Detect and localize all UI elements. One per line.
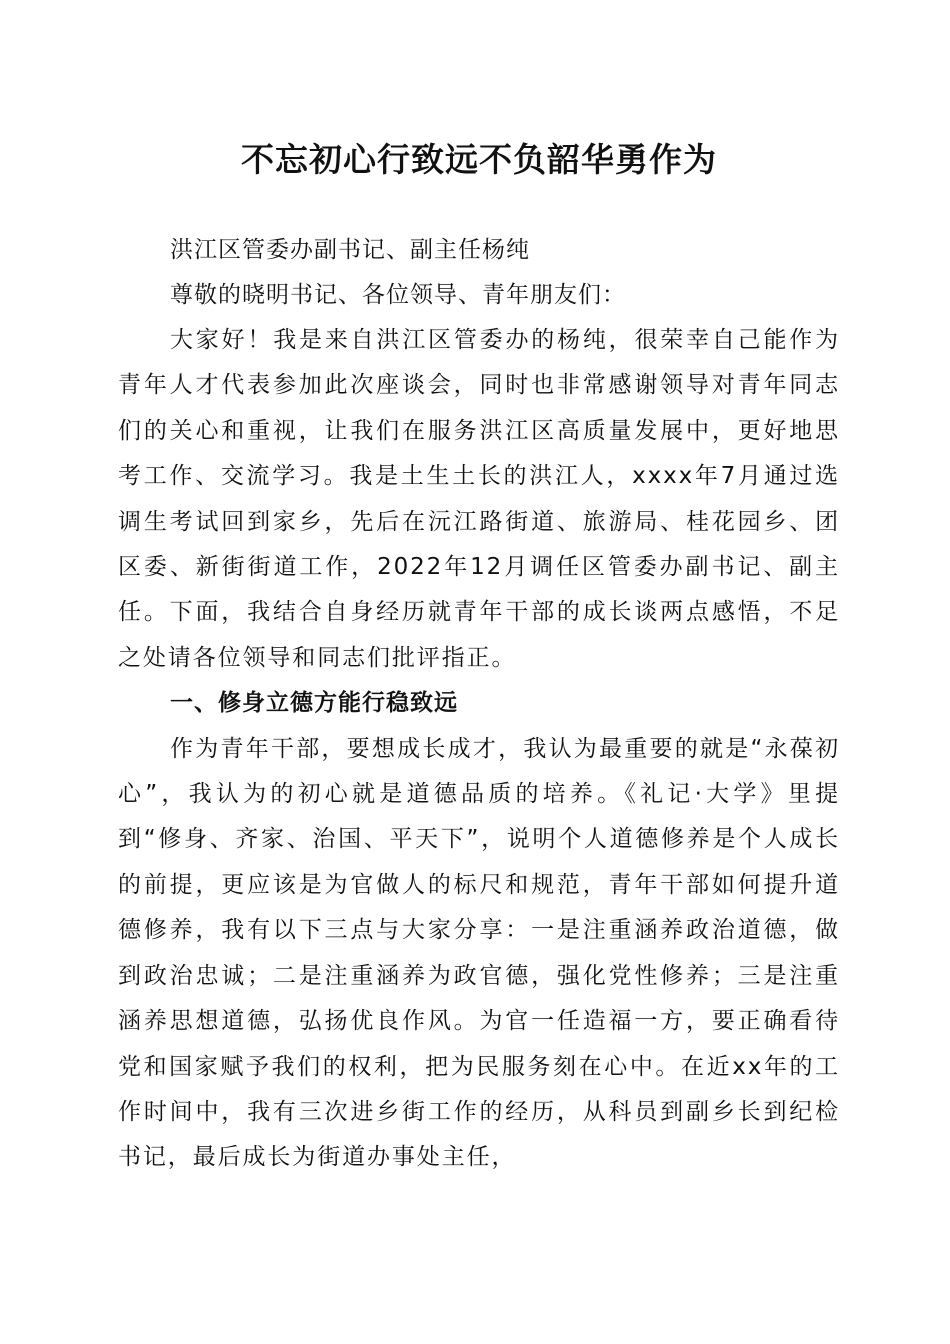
author-line: 洪江区管委办副书记、副主任杨纯 xyxy=(170,237,530,263)
intro-paragraph: 大家好！我是来自洪江区管委办的杨纯，很荣幸自己能作为青年人才代表参加此次座谈会，同时也非常感谢领导对青年同志们的关心和重视，让我们在服务洪江区高质量发展中，更好地思考工作、交流学习。我是土生土长的洪江人，xxxx年7月通过选调生考试回到家乡，先后在沅江路街道、旅游局、桂花园乡、团区委、新街街道工作，2022年12月调任区管委办副书记、副主任。下面，我结合自身经历就青年干部的成长谈两点感悟，不足之处请各位领导和同志们批评指正。 xyxy=(118,327,840,671)
section-heading: 一、修身立德方能行稳致远 xyxy=(170,690,458,717)
salutation: 尊敬的晓明书记、各位领导、青年朋友们： xyxy=(170,282,626,308)
document-title: 不忘初心行致远不负韶华勇作为 xyxy=(241,140,717,179)
section-paragraph: 作为青年干部，要想成长成才，我认为最重要的就是“永葆初心”，我认为的初心就是道德品质的培养。《礼记·大学》里提到“修身、齐家、治国、平天下”，说明个人道德修养是个人成长的前提，更应该是为官做人的标尺和规范，青年干部如何提升道德修养，我有以下三点与大家分享：一是注重涵养政治道德，做到政治忠诚；二是注重涵养为政官德，强化党性修养；三是注重涵养思想道德，弘扬优良作风。为官一任造福一方，要正确看待党和国家赋予我们的权利，把为民服务刻在心中。在近xx年的工作时间中，我有三次进乡街工作的经历，从科员到副乡长到纪检书记，最后成长为街道办事处主任， xyxy=(118,735,840,1171)
